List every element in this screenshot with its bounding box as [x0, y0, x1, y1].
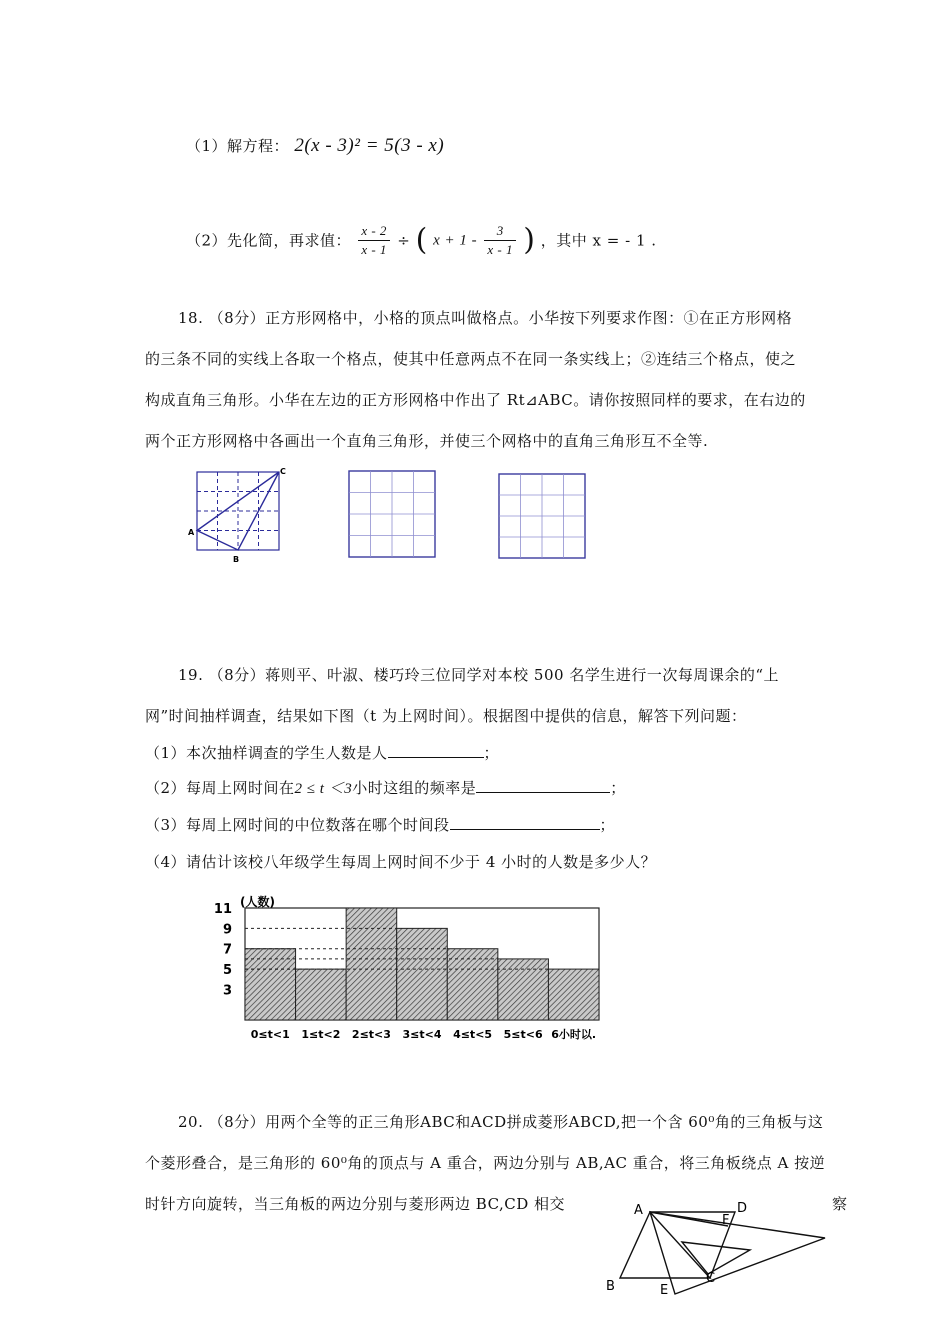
q19-sub3-end: ； — [599, 816, 616, 834]
answer-blank-1[interactable] — [388, 743, 484, 758]
x-tick-label: 0≤t<1 — [250, 1028, 290, 1041]
q17-part1-label: （1）解方程： — [186, 137, 290, 155]
q17-part2-tail: ，其中 x = - 1 . — [540, 231, 657, 250]
q19-line2: 网”时间抽样调查，结果如下图（t 为上网时间）。根据图中提供的信息，解答下列问题： — [145, 707, 747, 725]
q19-sub2 — [145, 778, 626, 799]
bar-4 — [447, 949, 498, 1020]
paren-open: ( — [415, 222, 428, 258]
fig-label-b: B — [606, 1279, 615, 1294]
x-tick-label: 6小时以. — [551, 1028, 597, 1041]
q19-sub2-post: 小时这组的频率是 — [352, 779, 477, 797]
answer-blank-2[interactable] — [476, 778, 610, 793]
q19-sub1-end: ； — [483, 744, 500, 762]
q19-sub2-end: ； — [610, 779, 626, 797]
q20-line2: 个菱形叠合，是三角形的 60⁰角的顶点与 A 重合，两边分别与 AB,AC 重合，将三角板绕点 A 按逆 — [145, 1154, 826, 1172]
frac1-numerator: x - 2 — [358, 222, 390, 241]
histogram-chart — [210, 888, 620, 1048]
bar-1 — [296, 969, 347, 1020]
q18-line4: 两个正方形网格中各画出一个直角三角形，并使三个网格中的直角三角形互不全等. — [145, 432, 709, 450]
q18-line2: 的三条不同的实线上各取一个格点，使其中任意两点不在同一条实线上；②连结三个格点，使之 — [145, 350, 797, 368]
q18-line3: 构成直角三角形。小华在左边的正方形网格中作出了 Rt⊿ABC。请你按照同样的要求，在右边的 — [145, 391, 806, 409]
x-tick-label: 5≤t<6 — [503, 1028, 543, 1041]
frac2-numerator: 3 — [484, 222, 516, 241]
bar-2 — [346, 908, 397, 1020]
x-tick-label: 3≤t<4 — [402, 1028, 442, 1041]
fig-label-f: F — [722, 1213, 730, 1228]
fig-label-a: A — [634, 1203, 643, 1218]
label-b: B — [233, 555, 240, 564]
frac1-denominator: x - 1 — [361, 242, 387, 257]
q18-line1: 18. （8分）正方形网格中，小格的顶点叫做格点。小华按下列要求作图：①在正方形网格 — [178, 309, 793, 327]
q19-sub3-text: （3）每周上网时间的中位数落在哪个时间段 — [145, 816, 450, 834]
paren-close: ) — [523, 222, 536, 258]
y-tick-label: 5 — [222, 963, 232, 979]
q17-frac1 — [358, 222, 390, 259]
division-sign: ÷ — [397, 231, 411, 250]
blank-grid-2 — [498, 473, 588, 561]
fig-label-c: C — [706, 1271, 716, 1286]
q19-sub3 — [145, 815, 615, 835]
bar-0 — [245, 949, 296, 1020]
q19-sub1-text: （1）本次抽样调查的学生人数是人 — [145, 744, 388, 762]
blank-grid-1 — [348, 470, 438, 560]
q19-line1: 19. （8分）蒋则平、叶淑、楼巧玲三位同学对本校 500 名学生进行一次每周课余的“上 — [178, 666, 780, 684]
y-axis-label: (人数) — [240, 895, 275, 909]
x-tick-label: 2≤t<3 — [351, 1028, 391, 1041]
q20-line3: 时针方向旋转，当三角板的两边分别与菱形两边 BC,CD 相交 — [145, 1195, 566, 1213]
y-tick-label: 11 — [213, 902, 232, 917]
fig-label-d: D — [737, 1201, 748, 1216]
q17-part1 — [186, 136, 444, 156]
fig-label-e: E — [660, 1283, 669, 1298]
set-square — [650, 1212, 825, 1294]
x-tick-label: 1≤t<2 — [301, 1028, 341, 1041]
rhombus-triangle-figure — [600, 1200, 840, 1300]
bar-6 — [548, 969, 599, 1020]
q17-frac2 — [484, 222, 516, 259]
q20-line3-right: 察 — [832, 1195, 848, 1213]
q19-sub4: （4）请估计该校八年级学生每周上网时间不少于 4 小时的人数是多少人？ — [145, 853, 657, 871]
paren-inner: x + 1 - — [433, 232, 478, 249]
y-tick-label: 7 — [222, 942, 232, 958]
bar-5 — [498, 959, 549, 1020]
q17-part2 — [186, 222, 657, 259]
q19-sub2-pre: （2）每周上网时间在 — [145, 779, 295, 797]
q20-line1: 20. （8分）用两个全等的正三角形ABC和ACD拼成菱形ABCD,把一个含 60⁰角的三角板与这 — [178, 1113, 824, 1131]
y-tick-label: 9 — [222, 922, 232, 938]
q19-sub1 — [145, 743, 499, 763]
x-tick-label: 4≤t<5 — [453, 1028, 493, 1041]
label-c: C — [280, 467, 286, 476]
q17-part2-label: （2）先化简，再求值： — [186, 231, 352, 250]
frac2-denominator: x - 1 — [487, 242, 513, 257]
answer-blank-3[interactable] — [450, 815, 600, 830]
example-grid-figure — [180, 462, 290, 570]
triangle-abc-fig — [620, 1212, 710, 1278]
y-tick-label: 3 — [222, 983, 232, 999]
q19-sub2-math: 2 ≤ t ＜3 — [294, 781, 353, 797]
q17-equation: 2(x - 3)² = 5(3 - x) — [294, 135, 445, 156]
label-a: A — [188, 528, 195, 537]
bar-3 — [397, 928, 448, 1020]
